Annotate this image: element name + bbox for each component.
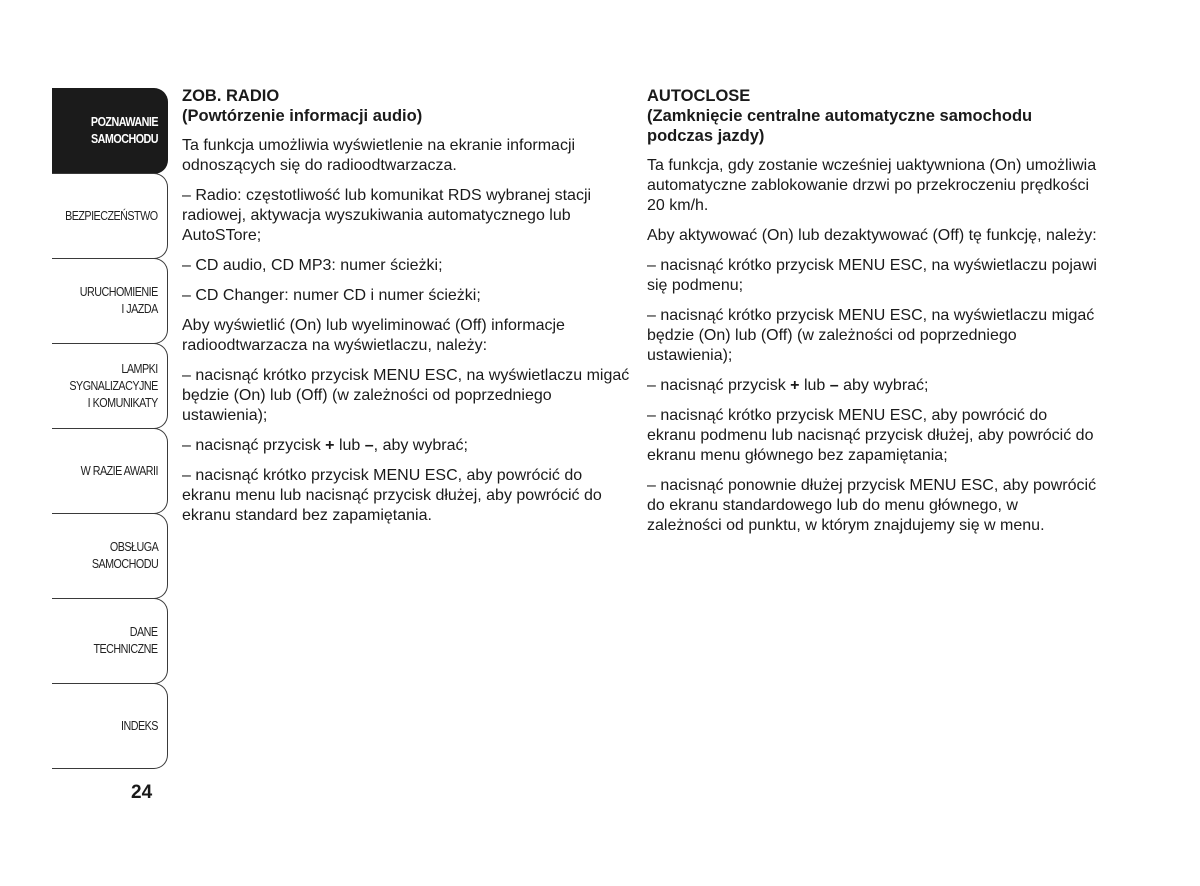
tab-w-razie-awarii[interactable] [52, 428, 168, 514]
text-run: , aby wybrać; [373, 437, 468, 454]
plus-symbol: + [325, 437, 335, 454]
section-subtitle: (Zamknięcie centralne automatyczne samochodu podczas jazdy) [647, 107, 1033, 145]
minus-symbol: – [364, 437, 374, 454]
paragraph: Aby aktywować (On) lub dezaktywować (Off) tę funkcję, należy: [647, 227, 1097, 244]
section-tabs [52, 88, 168, 768]
right-column [647, 86, 1097, 546]
text-run: lub [799, 377, 830, 394]
text-run: – nacisnąć przycisk [182, 437, 326, 454]
section-subtitle: (Powtórzenie informacji audio) [182, 107, 423, 125]
tab-uruchomienie-i-jazda[interactable] [52, 258, 168, 344]
paragraph: Ta funkcja, gdy zostanie wcześniej uaktywniona (On) umożliwia automatyczne zablokowanie drzwi po przekroczeniu prędkości 20 km/h. [647, 157, 1097, 214]
section-heading [647, 86, 1097, 146]
tab-lampki-sygnalizacyjne[interactable] [52, 343, 168, 429]
plus-symbol: + [790, 377, 800, 394]
section-heading [182, 86, 632, 126]
left-column [182, 86, 632, 536]
tab-label: LAMPKI SYGNALIZACYJNE I KOMUNIKATY [69, 361, 158, 410]
tab-label: OBSŁUGA SAMOCHODU [91, 540, 158, 571]
paragraph: – CD audio, CD MP3: numer ścieżki; [182, 257, 443, 274]
paragraph: Aby wyświetlić (On) lub wyeliminować (Off) informacje radioodtwarzacza na wyświetlaczu, należy: [182, 317, 565, 354]
tab-label: URUCHOMIENIE I JAZDA [79, 285, 158, 316]
paragraph [182, 436, 632, 456]
tab-poznawanie-samochodu[interactable] [52, 88, 168, 174]
tab-label: INDEKS [121, 718, 158, 733]
paragraph: – CD Changer: numer CD i numer ścieżki; [182, 287, 481, 304]
paragraph: – nacisnąć krótko przycisk MENU ESC, na wyświetlaczu migać będzie (On) lub (Off) (w zależności od poprzedniego ustawienia); [647, 307, 1095, 364]
text-run: lub [334, 437, 365, 454]
tab-indeks[interactable] [52, 683, 168, 769]
paragraph: – nacisnąć krótko przycisk MENU ESC, aby powrócić do ekranu menu lub nacisnąć przycisk dłużej, aby powrócić do ekranu standard bez zapamiętania. [182, 467, 602, 524]
text-run: – nacisnąć przycisk [647, 377, 791, 394]
paragraph: – Radio: częstotliwość lub komunikat RDS wybranej stacji radiowej, aktywacja wyszukiwania automatycznego lub AutoSTore; [182, 187, 592, 244]
tab-label: POZNAWANIE SAMOCHODU [90, 115, 158, 146]
paragraph: – nacisnąć krótko przycisk MENU ESC, na wyświetlaczu migać będzie (On) lub (Off) (w zależności od poprzedniego ustawienia); [182, 367, 630, 424]
paragraph: – nacisnąć krótko przycisk MENU ESC, na wyświetlaczu pojawi się podmenu; [647, 257, 1097, 294]
tab-obsluga-samochodu[interactable] [52, 513, 168, 599]
tab-bezpieczenstwo[interactable] [52, 173, 168, 259]
tab-label: W RAZIE AWARII [80, 463, 158, 478]
tab-label: DANE TECHNICZNE [93, 625, 158, 656]
text-run: aby wybrać; [838, 377, 929, 394]
paragraph: – nacisnąć krótko przycisk MENU ESC, aby powrócić do ekranu podmenu lub nacisnąć przycisk dłużej, aby powrócić do ekranu menu głównego bez zapamiętania; [647, 407, 1094, 464]
page-number: 24 [131, 782, 153, 803]
paragraph [647, 376, 1097, 396]
section-title: AUTOCLOSE [647, 87, 751, 105]
tab-label: BEZPIECZEŃSTWO [65, 208, 158, 223]
paragraph: Ta funkcja umożliwia wyświetlenie na ekranie informacji odnoszących się do radioodtwarzacza. [182, 137, 576, 174]
paragraph: – nacisnąć ponownie dłużej przycisk MENU ESC, aby powrócić do ekranu standardowego lub do menu głównego, w zależności od punktu, w którym znajdujemy się w menu. [647, 477, 1097, 534]
section-title: ZOB. RADIO [182, 87, 280, 105]
minus-symbol: – [829, 377, 839, 394]
tab-dane-techniczne[interactable] [52, 598, 168, 684]
